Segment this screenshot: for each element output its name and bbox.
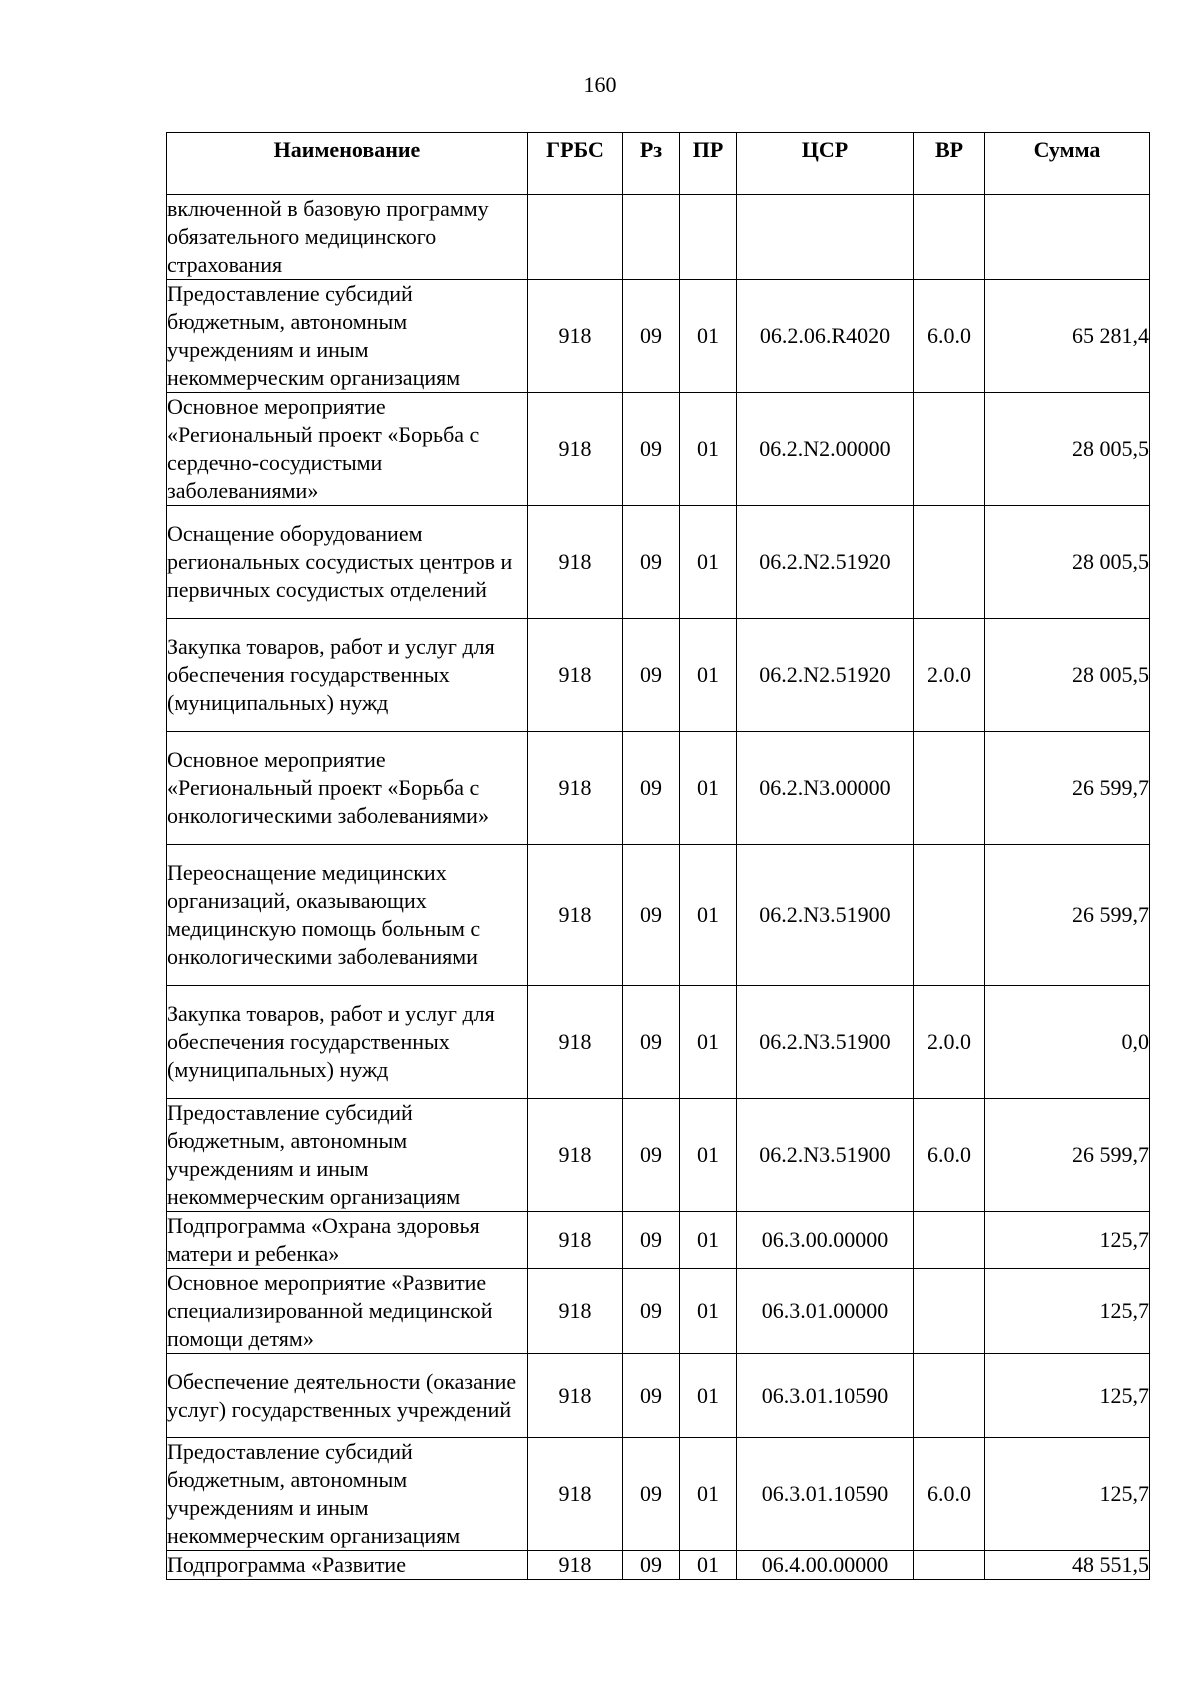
pr-cell: 01: [680, 506, 737, 619]
table-row: [167, 1551, 1150, 1580]
pr-cell: 01: [680, 280, 737, 393]
name-cell: Обеспечение деятельности (оказание услуг) государственных учреждений: [167, 1354, 528, 1438]
csr-cell: 06.3.01.10590: [737, 1354, 914, 1438]
grbs-cell: 918: [528, 732, 623, 845]
rz-cell: [623, 195, 680, 280]
grbs-cell: 918: [528, 986, 623, 1099]
grbs-cell: 918: [528, 1354, 623, 1438]
csr-cell: [737, 195, 914, 280]
vr-cell: [914, 1551, 985, 1580]
rz-cell: 09: [623, 1269, 680, 1354]
pr-cell: 01: [680, 1551, 737, 1580]
name-cell: Закупка товаров, работ и услуг для обеспечения государственных (муниципальных) нужд: [167, 619, 528, 732]
rz-cell: 09: [623, 1354, 680, 1438]
vr-cell: [914, 393, 985, 506]
csr-cell: 06.2.N2.51920: [737, 506, 914, 619]
name-cell: Подпрограмма «Развитие: [167, 1551, 528, 1580]
pr-cell: 01: [680, 1099, 737, 1212]
table-row: [167, 1354, 1150, 1438]
sum-cell: 28 005,5: [985, 393, 1150, 506]
grbs-cell: 918: [528, 845, 623, 986]
csr-cell: 06.2.06.R4020: [737, 280, 914, 393]
name-cell: Закупка товаров, работ и услуг для обеспечения государственных (муниципальных) нужд: [167, 986, 528, 1099]
rz-cell: 09: [623, 845, 680, 986]
grbs-cell: 918: [528, 1551, 623, 1580]
header-pr: ПР: [680, 133, 737, 195]
grbs-cell: 918: [528, 1099, 623, 1212]
table-header-row: [167, 133, 1150, 195]
page-number: 160: [583, 72, 617, 97]
vr-cell: 2.0.0: [914, 986, 985, 1099]
table-row: [167, 1099, 1150, 1212]
vr-cell: [914, 195, 985, 280]
vr-cell: [914, 1354, 985, 1438]
name-cell: Основное мероприятие «Развитие специализированной медицинской помощи детям»: [167, 1269, 528, 1354]
name-cell: включенной в базовую программу обязательного медицинского страхования: [167, 195, 528, 280]
sum-cell: 125,7: [985, 1269, 1150, 1354]
rz-cell: 09: [623, 280, 680, 393]
grbs-cell: 918: [528, 1212, 623, 1269]
csr-cell: 06.2.N2.51920: [737, 619, 914, 732]
name-cell: Основное мероприятие «Региональный проект «Борьба с онкологическими заболеваниями»: [167, 732, 528, 845]
csr-cell: 06.2.N3.51900: [737, 986, 914, 1099]
rz-cell: 09: [623, 1099, 680, 1212]
header-sum: Сумма: [985, 133, 1150, 195]
pr-cell: 01: [680, 619, 737, 732]
sum-cell: 65 281,4: [985, 280, 1150, 393]
sum-cell: 28 005,5: [985, 506, 1150, 619]
csr-cell: 06.2.N3.00000: [737, 732, 914, 845]
vr-cell: [914, 845, 985, 986]
pr-cell: 01: [680, 1354, 737, 1438]
table-row: [167, 732, 1150, 845]
vr-cell: [914, 1269, 985, 1354]
header-grbs: ГРБС: [528, 133, 623, 195]
table-row: [167, 195, 1150, 280]
name-cell: Предоставление субсидий бюджетным, автономным учреждениям и иным некоммерческим организациям: [167, 1438, 528, 1551]
name-cell: Переоснащение медицинских организаций, оказывающих медицинскую помощь больным с онкологическими заболеваниями: [167, 845, 528, 986]
sum-cell: [985, 195, 1150, 280]
rz-cell: 09: [623, 1438, 680, 1551]
budget-table: [166, 132, 1150, 1580]
grbs-cell: 918: [528, 506, 623, 619]
sum-cell: 125,7: [985, 1354, 1150, 1438]
grbs-cell: 918: [528, 1269, 623, 1354]
rz-cell: 09: [623, 986, 680, 1099]
table-row: [167, 1269, 1150, 1354]
rz-cell: 09: [623, 732, 680, 845]
csr-cell: 06.3.00.00000: [737, 1212, 914, 1269]
sum-cell: 26 599,7: [985, 1099, 1150, 1212]
table-row: [167, 393, 1150, 506]
rz-cell: 09: [623, 393, 680, 506]
table-row: [167, 1212, 1150, 1269]
pr-cell: [680, 195, 737, 280]
grbs-cell: 918: [528, 619, 623, 732]
vr-cell: [914, 506, 985, 619]
name-cell: Подпрограмма «Охрана здоровья матери и ребенка»: [167, 1212, 528, 1269]
sum-cell: 26 599,7: [985, 845, 1150, 986]
table-row: [167, 1438, 1150, 1551]
name-cell: Предоставление субсидий бюджетным, автономным учреждениям и иным некоммерческим организациям: [167, 1099, 528, 1212]
sum-cell: 0,0: [985, 986, 1150, 1099]
rz-cell: 09: [623, 506, 680, 619]
rz-cell: 09: [623, 619, 680, 732]
csr-cell: 06.2.N2.00000: [737, 393, 914, 506]
sum-cell: 48 551,5: [985, 1551, 1150, 1580]
vr-cell: 6.0.0: [914, 1099, 985, 1212]
header-csr: ЦСР: [737, 133, 914, 195]
csr-cell: 06.4.00.00000: [737, 1551, 914, 1580]
pr-cell: 01: [680, 1212, 737, 1269]
rz-cell: 09: [623, 1551, 680, 1580]
pr-cell: 01: [680, 393, 737, 506]
sum-cell: 26 599,7: [985, 732, 1150, 845]
vr-cell: 6.0.0: [914, 1438, 985, 1551]
name-cell: Оснащение оборудованием региональных сосудистых центров и первичных сосудистых отделений: [167, 506, 528, 619]
pr-cell: 01: [680, 1438, 737, 1551]
csr-cell: 06.2.N3.51900: [737, 1099, 914, 1212]
pr-cell: 01: [680, 732, 737, 845]
vr-cell: 6.0.0: [914, 280, 985, 393]
grbs-cell: 918: [528, 280, 623, 393]
header-rz: Рз: [623, 133, 680, 195]
table-row: [167, 845, 1150, 986]
table-row: [167, 619, 1150, 732]
header-name: Наименование: [167, 133, 528, 195]
table-row: [167, 986, 1150, 1099]
rz-cell: 09: [623, 1212, 680, 1269]
sum-cell: 28 005,5: [985, 619, 1150, 732]
csr-cell: 06.3.01.00000: [737, 1269, 914, 1354]
header-vr: ВР: [914, 133, 985, 195]
grbs-cell: 918: [528, 393, 623, 506]
pr-cell: 01: [680, 986, 737, 1099]
sum-cell: 125,7: [985, 1438, 1150, 1551]
grbs-cell: 918: [528, 1438, 623, 1551]
csr-cell: 06.2.N3.51900: [737, 845, 914, 986]
vr-cell: [914, 1212, 985, 1269]
pr-cell: 01: [680, 845, 737, 986]
table-row: [167, 506, 1150, 619]
sum-cell: 125,7: [985, 1212, 1150, 1269]
name-cell: Основное мероприятие «Региональный проект «Борьба с сердечно-сосудистыми заболеваниями»: [167, 393, 528, 506]
table-row: [167, 280, 1150, 393]
csr-cell: 06.3.01.10590: [737, 1438, 914, 1551]
grbs-cell: [528, 195, 623, 280]
name-cell: Предоставление субсидий бюджетным, автономным учреждениям и иным некоммерческим организациям: [167, 280, 528, 393]
vr-cell: [914, 732, 985, 845]
vr-cell: 2.0.0: [914, 619, 985, 732]
pr-cell: 01: [680, 1269, 737, 1354]
